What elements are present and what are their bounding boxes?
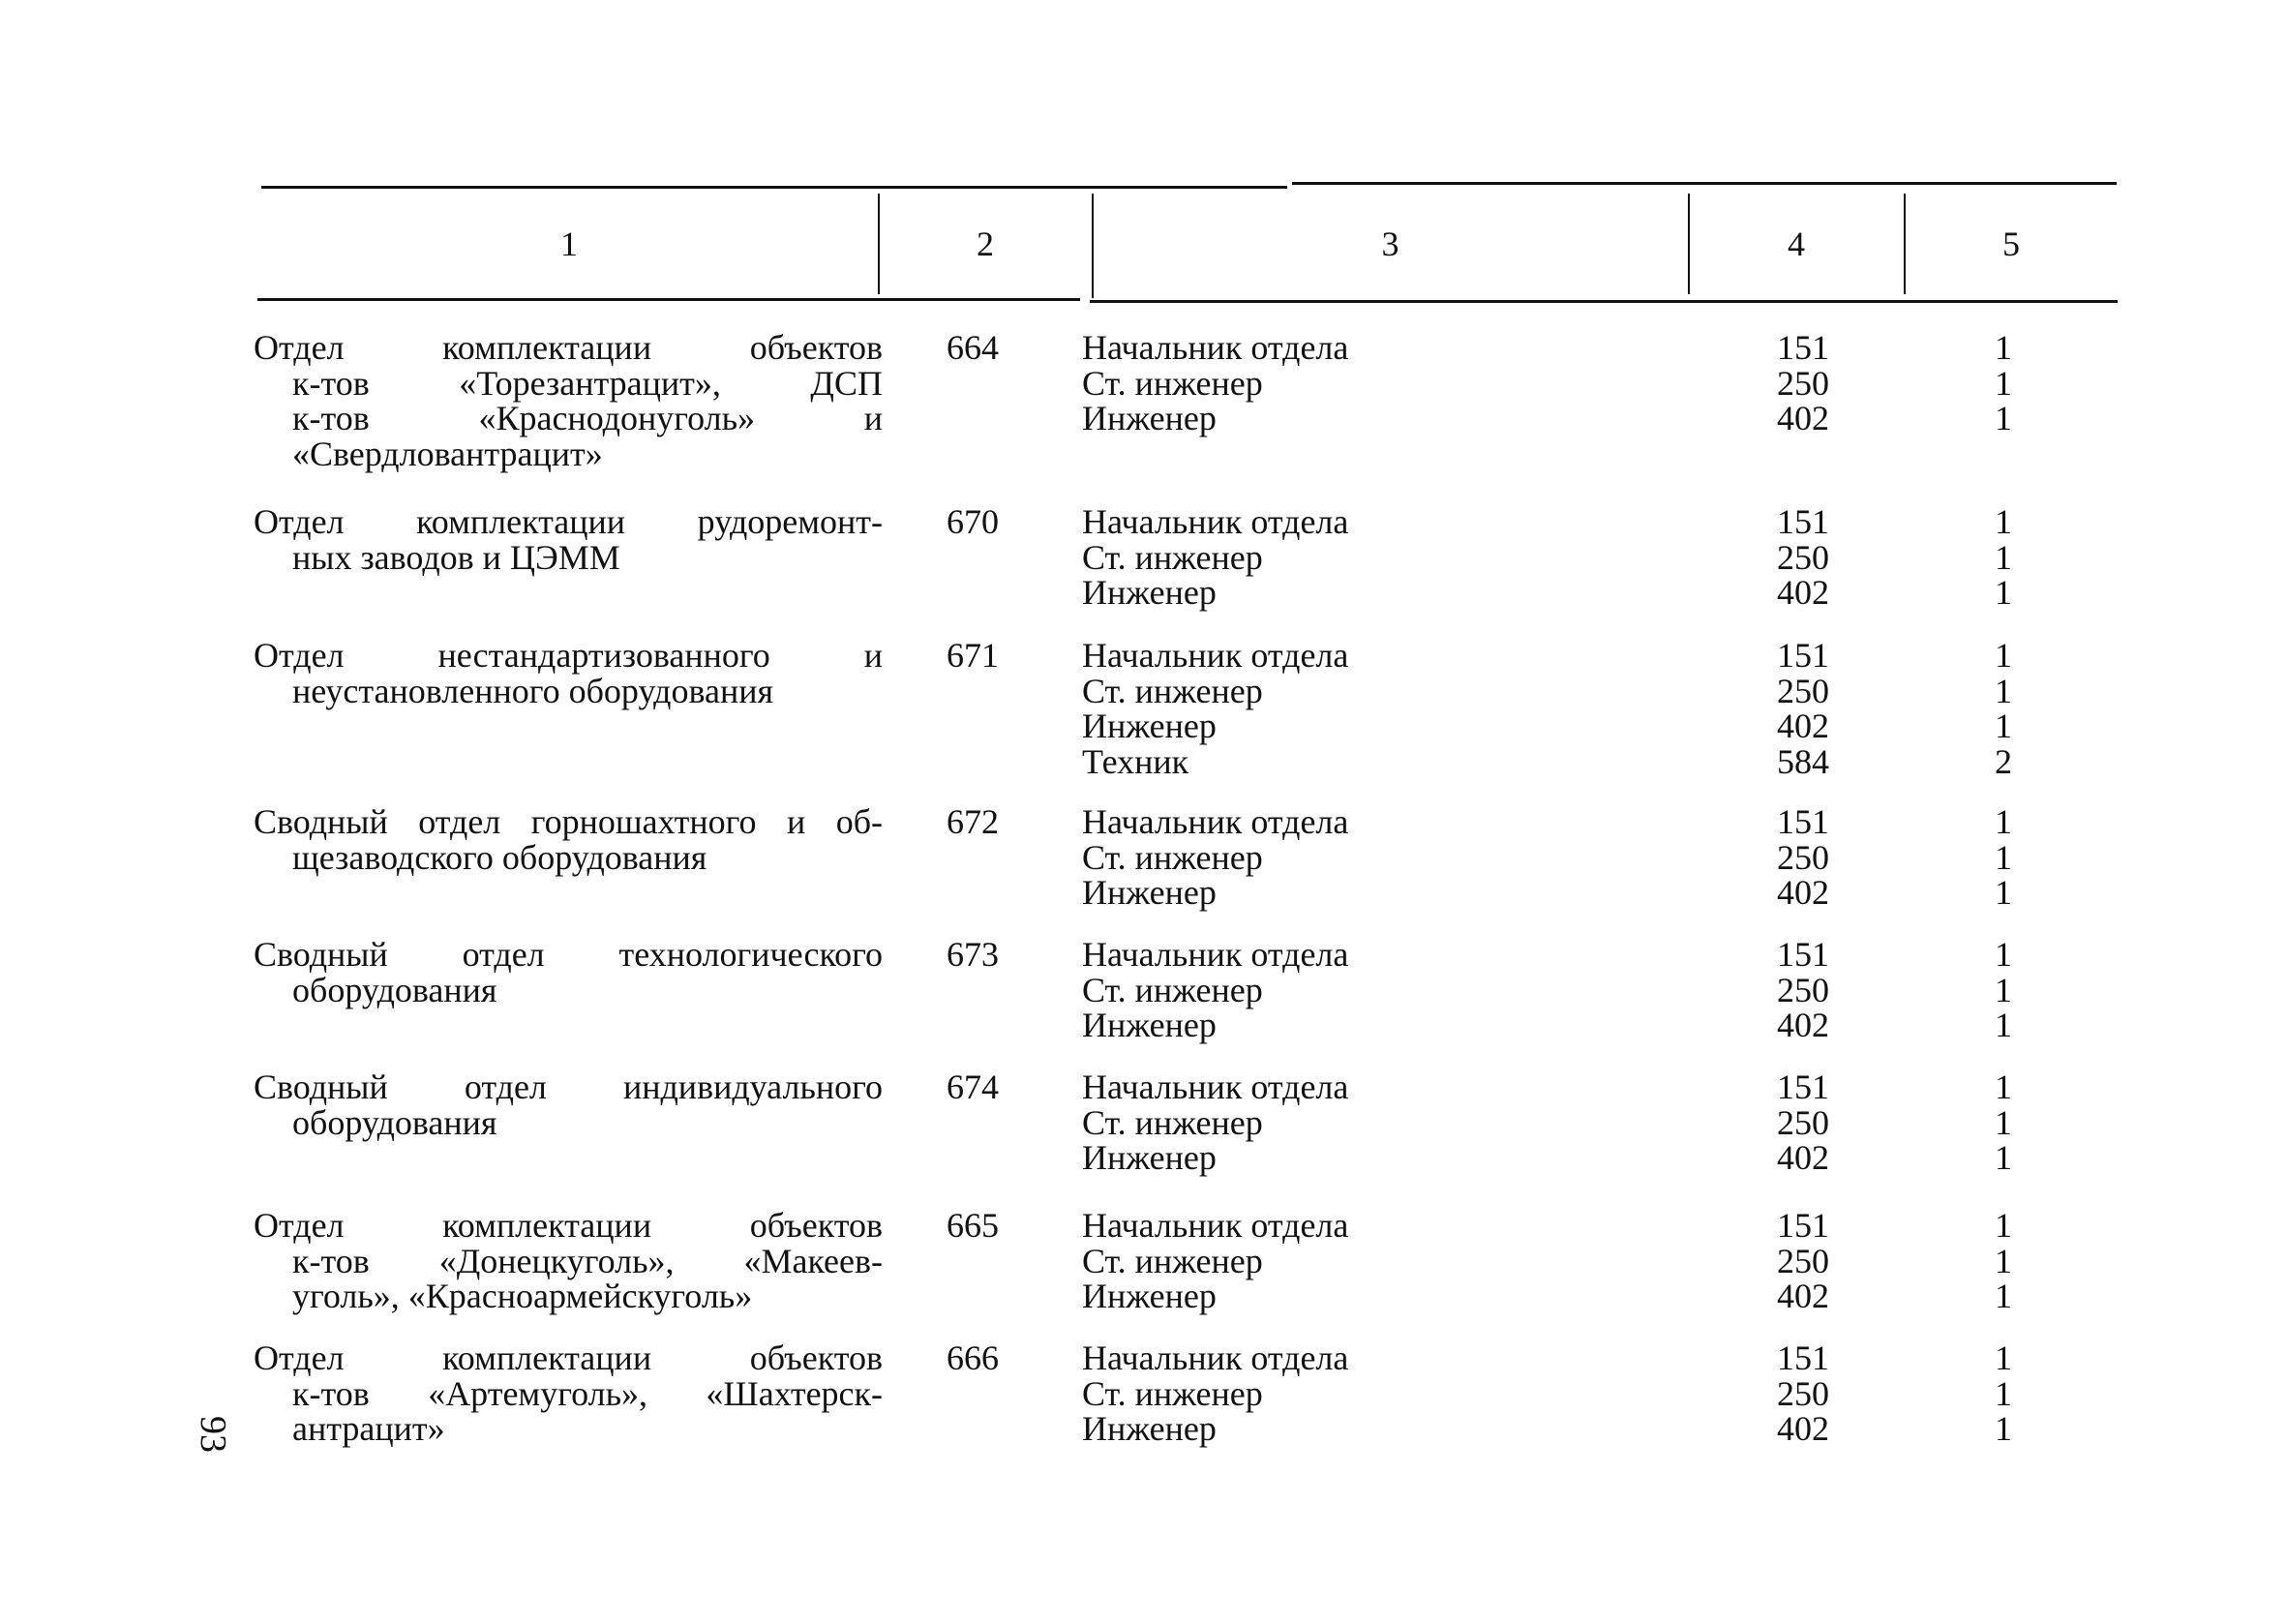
position-count: 1 (1995, 1206, 2012, 1245)
position-title: Инженер (1082, 399, 1217, 437)
positions (1082, 1340, 1663, 1447)
position-count: 1 (1995, 573, 2012, 612)
position-code: 250 (1777, 363, 1829, 403)
department-name (254, 937, 883, 1007)
position-code: 151 (1777, 1338, 1829, 1377)
position-counts (1965, 937, 2042, 1043)
position-count: 1 (1995, 636, 2012, 675)
column-header-4: 4 (1788, 225, 1805, 263)
position-title: Ст. инженер (1082, 1241, 1263, 1280)
position-title: Инженер (1082, 1277, 1217, 1315)
position-counts (1965, 504, 2042, 611)
position-code: 402 (1777, 1409, 1829, 1448)
position-codes (1750, 638, 1856, 779)
position-count: 1 (1995, 1068, 2012, 1106)
position-count: 1 (1995, 1006, 2012, 1044)
department-name-line: уголь», «Красноармейскуголь» (292, 1277, 753, 1315)
position-count: 1 (1995, 1277, 2012, 1315)
position-count: 1 (1995, 837, 2012, 877)
position-count: 1 (1995, 502, 2012, 541)
position-count: 1 (1995, 873, 2012, 912)
department-name-line: Отдел комплектации объектов (254, 1338, 883, 1377)
department-name-line: ных заводов и ЦЭММ (292, 537, 620, 577)
department-name-line: к-тов «Донецкуголь», «Макеев- (292, 1241, 883, 1280)
position-title: Ст. инженер (1082, 1373, 1263, 1413)
department-code: 674 (947, 1068, 999, 1106)
positions (1082, 1069, 1663, 1176)
department-name (254, 504, 883, 575)
department-name-line: к-тов «Краснодонуголь» и (292, 399, 883, 437)
position-code: 250 (1777, 537, 1829, 577)
position-count: 1 (1995, 399, 2012, 437)
position-count: 1 (1995, 935, 2012, 974)
positions (1082, 638, 1663, 779)
table-top-rule-right (1292, 182, 2117, 185)
position-title: Ст. инженер (1082, 970, 1263, 1009)
position-codes (1750, 330, 1856, 436)
department-name-line: Сводный отдел горношахтного и об- (254, 802, 883, 841)
position-code: 250 (1777, 1241, 1829, 1280)
position-code: 402 (1777, 573, 1829, 612)
position-count: 1 (1995, 707, 2012, 745)
position-count: 2 (1995, 741, 2012, 781)
header-bottom-rule-right (1090, 300, 2118, 303)
position-codes (1750, 1069, 1856, 1176)
position-code: 250 (1777, 671, 1829, 710)
position-title: Инженер (1082, 1138, 1217, 1177)
column-header-5: 5 (2002, 225, 2020, 263)
position-code: 151 (1777, 636, 1829, 675)
position-code: 250 (1777, 1102, 1829, 1142)
positions (1082, 330, 1663, 436)
position-title: Ст. инженер (1082, 837, 1263, 877)
position-count: 1 (1995, 970, 2012, 1009)
position-codes (1750, 504, 1856, 611)
position-code: 250 (1777, 970, 1829, 1009)
position-title: Техник (1082, 741, 1189, 781)
department-name (254, 804, 883, 875)
position-title: Инженер (1082, 1006, 1217, 1044)
position-counts (1965, 804, 2042, 911)
position-count: 1 (1995, 1102, 2012, 1142)
position-codes (1750, 937, 1856, 1043)
position-count: 1 (1995, 1241, 2012, 1280)
department-name-line: Отдел комплектации объектов (254, 328, 883, 367)
department-code: 664 (947, 328, 999, 367)
department-name-line: щезаводского оборудования (292, 837, 707, 877)
position-count: 1 (1995, 537, 2012, 577)
position-title: Начальник отдела (1082, 802, 1349, 841)
department-code: 671 (947, 636, 999, 675)
position-counts (1965, 1208, 2042, 1314)
department-name-line: Сводный отдел технологического (254, 935, 883, 974)
position-code: 151 (1777, 502, 1829, 541)
column-header-1: 1 (560, 225, 578, 263)
department-name-line: антрацит» (292, 1409, 445, 1448)
position-code: 151 (1777, 1068, 1829, 1106)
position-title: Начальник отдела (1082, 636, 1349, 675)
department-code: 672 (947, 802, 999, 841)
position-code: 151 (1777, 1206, 1829, 1245)
position-count: 1 (1995, 1338, 2012, 1377)
department-name-line: оборудования (292, 1102, 497, 1142)
position-count: 1 (1995, 671, 2012, 710)
department-name (254, 1340, 883, 1447)
page-number: 93 (193, 1416, 233, 1453)
position-code: 151 (1777, 802, 1829, 841)
department-name-line: оборудования (292, 970, 497, 1009)
department-name-line: Сводный отдел индивидуального (254, 1068, 883, 1106)
position-code: 250 (1777, 1373, 1829, 1413)
position-title: Ст. инженер (1082, 671, 1263, 710)
position-counts (1965, 1069, 2042, 1176)
position-title: Начальник отдела (1082, 328, 1349, 367)
position-code: 584 (1777, 741, 1829, 781)
column-header-2: 2 (977, 225, 994, 263)
position-code: 402 (1777, 873, 1829, 912)
position-title: Начальник отдела (1082, 1068, 1349, 1106)
positions (1082, 504, 1663, 611)
position-count: 1 (1995, 1373, 2012, 1413)
position-code: 402 (1777, 707, 1829, 745)
position-count: 1 (1995, 1409, 2012, 1448)
position-counts (1965, 1340, 2042, 1447)
position-title: Начальник отдела (1082, 1206, 1349, 1245)
department-name (254, 1208, 883, 1314)
department-code: 673 (947, 935, 999, 974)
position-count: 1 (1995, 328, 2012, 367)
header-bottom-rule-left (257, 298, 1080, 301)
position-code: 151 (1777, 935, 1829, 974)
position-code: 151 (1777, 328, 1829, 367)
department-name-line: Отдел нестандартизованного и (254, 636, 883, 675)
position-counts (1965, 638, 2042, 779)
department-name (254, 330, 883, 471)
position-count: 1 (1995, 363, 2012, 403)
position-title: Начальник отдела (1082, 935, 1349, 974)
position-title: Инженер (1082, 1409, 1217, 1448)
position-title: Инженер (1082, 573, 1217, 612)
department-name-line: Отдел комплектации объектов (254, 1206, 883, 1245)
department-name (254, 1069, 883, 1140)
position-title: Начальник отдела (1082, 502, 1349, 541)
position-title: Ст. инженер (1082, 1102, 1263, 1142)
position-counts (1965, 330, 2042, 436)
position-code: 250 (1777, 837, 1829, 877)
position-count: 1 (1995, 1138, 2012, 1177)
department-name-line: «Свердловантрацит» (292, 434, 603, 473)
position-code: 402 (1777, 399, 1829, 437)
department-code: 665 (947, 1206, 999, 1245)
position-title: Инженер (1082, 873, 1217, 912)
position-codes (1750, 1340, 1856, 1447)
position-title: Ст. инженер (1082, 363, 1263, 403)
column-header-3: 3 (1381, 225, 1399, 263)
position-code: 402 (1777, 1277, 1829, 1315)
department-code: 666 (947, 1338, 999, 1377)
positions (1082, 1208, 1663, 1314)
position-count: 1 (1995, 802, 2012, 841)
position-code: 402 (1777, 1138, 1829, 1177)
position-code: 402 (1777, 1006, 1829, 1044)
table-top-rule-left (261, 186, 1287, 189)
position-title: Начальник отдела (1082, 1338, 1349, 1377)
position-title: Инженер (1082, 707, 1217, 745)
department-name (254, 638, 883, 708)
position-title: Ст. инженер (1082, 537, 1263, 577)
department-name-line: к-тов «Торезантрацит», ДСП (292, 363, 883, 403)
positions (1082, 937, 1663, 1043)
department-name-line: к-тов «Артемуголь», «Шахтерск- (292, 1373, 883, 1413)
department-code: 670 (947, 502, 999, 541)
department-name-line: Отдел комплектации рудоремонт- (254, 502, 883, 541)
positions (1082, 804, 1663, 911)
position-codes (1750, 1208, 1856, 1314)
department-name-line: неустановленного оборудования (292, 671, 774, 710)
position-codes (1750, 804, 1856, 911)
